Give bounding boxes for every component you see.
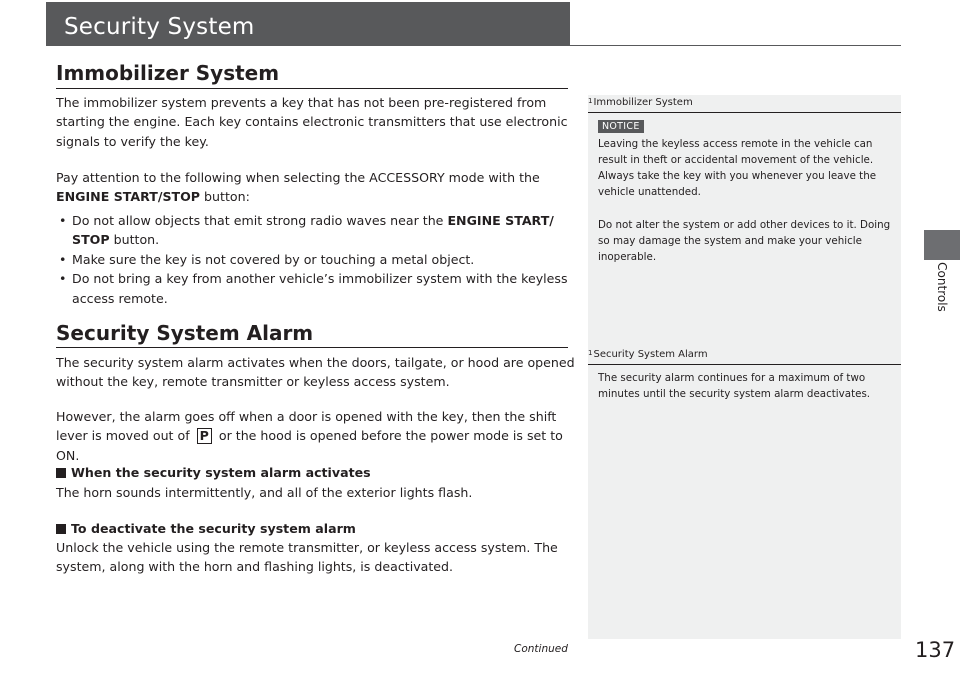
list-item: • Do not bring a key from another vehicle’s immobilizer system with the keyless access remote. (56, 269, 578, 308)
immobilizer-heading-rule (56, 88, 568, 89)
alarm-deactivate-subheading: To deactivate the security system alarm (56, 519, 356, 538)
immobilizer-heading: Immobilizer System (56, 61, 280, 85)
page-title: Security System (64, 14, 255, 40)
notice-badge: NOTICE (598, 120, 644, 133)
note-alarm-text: The security alarm continues for a maximum of two minutes until the security system alarm deactivates. (598, 372, 871, 400)
alarm-activates-text: The horn sounds intermittently, and all of the exterior lights flash. (56, 485, 473, 500)
immobilizer-paragraph-1: The immobilizer system prevents a key that has not been pre-registered from starting the engine. Each key contains electronic transmitters that use electronic signals to verify the key. (56, 95, 568, 149)
section-tab-marker (924, 230, 960, 260)
note-immobilizer-text-1: Leaving the keyless access remote in the vehicle can result in theft or accidental movement of the vehicle. Always take the key with you whenever you leave the vehicle unattended. (598, 138, 877, 198)
alarm-heading-rule (56, 347, 568, 348)
list-item: • Do not allow objects that emit strong radio waves near the ENGINE START/ STOP button. (56, 211, 578, 250)
note-alarm-title: $^1$Security System Alarm (588, 349, 708, 360)
alarm-activates-subheading: When the security system alarm activates (56, 463, 371, 482)
note-alarm-rule (588, 364, 901, 365)
square-bullet-icon (56, 524, 66, 534)
immobilizer-paragraph-2: Pay attention to the following when selecting the ACCESSORY mode with the ENGINE START/STOP button: (56, 170, 540, 205)
header-rule (570, 45, 901, 46)
park-position-icon: P (197, 428, 212, 444)
alarm-deactivate-text: Unlock the vehicle using the remote transmitter, or keyless access system. The system, along with the horn and flashing lights, is deactivated. (56, 540, 558, 575)
square-bullet-icon (56, 468, 66, 478)
alarm-paragraph-2: However, the alarm goes off when a door is opened with the key, then the shift lever is moved out of P or the hood is opened before the power mode is set to ON. (56, 409, 563, 463)
list-item: • Make sure the key is not covered by or touching a metal object. (56, 250, 578, 269)
section-tab-label: Controls (935, 262, 949, 312)
alarm-paragraph-1: The security system alarm activates when the doors, tailgate, or hood are opened without the key, remote transmitter or keyless access system. (56, 355, 575, 390)
note-immobilizer-title: $^1$Immobilizer System (588, 97, 693, 108)
page-number: 137 (915, 638, 956, 662)
continued-label: Continued (514, 643, 568, 655)
alarm-heading: Security System Alarm (56, 321, 314, 345)
note-immobilizer-rule (588, 112, 901, 113)
immobilizer-bullet-list (56, 211, 578, 308)
note-immobilizer-text-2: Do not alter the system or add other devices to it. Doing so may damage the system and make your vehicle inoperable. (598, 219, 891, 263)
